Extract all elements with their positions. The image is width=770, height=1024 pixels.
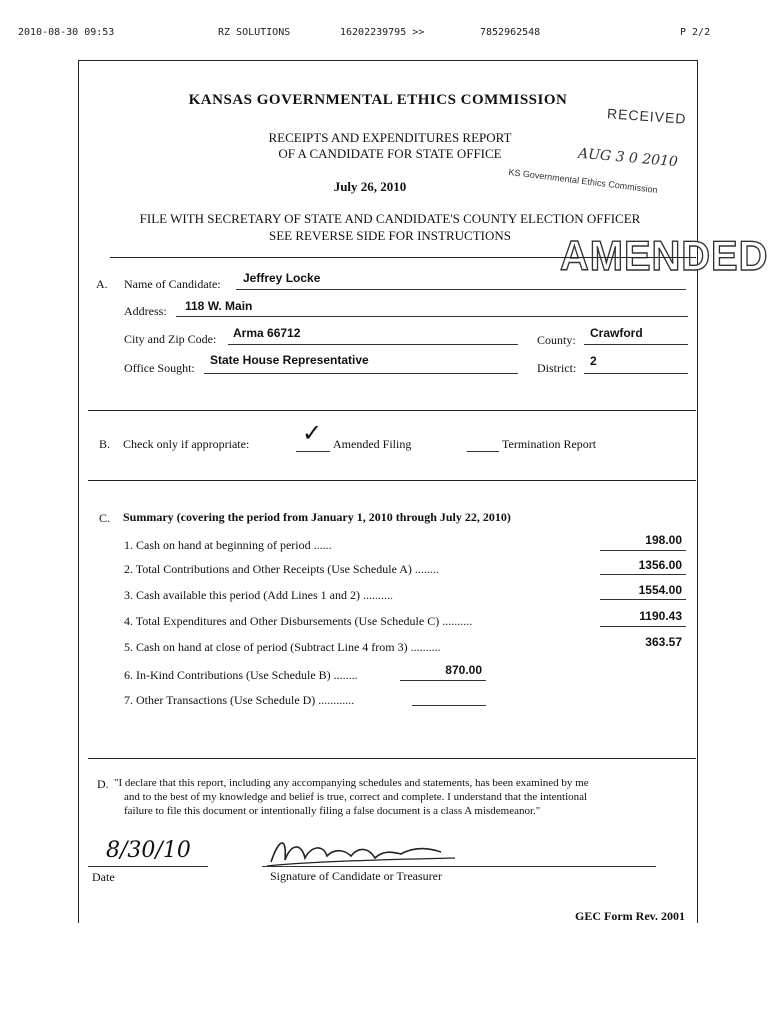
- date-label: Date: [92, 870, 115, 884]
- amended-stamp: AMENDED: [560, 232, 769, 279]
- handwritten-date: 8/30/10: [106, 838, 191, 863]
- signature-label: Signature of Candidate or Treasurer: [270, 869, 442, 883]
- received-stamp-date: AUG 3 0 2010: [577, 145, 679, 171]
- amended-filing-label: Amended Filing: [333, 437, 412, 451]
- date-line: [88, 866, 208, 867]
- check-appropriate-label: Check only if appropriate:: [123, 437, 250, 451]
- summary-line-3-label: 3. Cash available this period (Add Lines 1 and 2) ..........: [124, 588, 393, 602]
- amended-checkmark[interactable]: ✓: [302, 419, 323, 447]
- file-with-instruction: FILE WITH SECRETARY OF STATE AND CANDIDATE'S COUNTY ELECTION OFFICER: [139, 211, 641, 226]
- summary-title: Summary (covering the period from January 1, 2010 through July 22, 2010): [123, 510, 511, 524]
- address-value: 118 W. Main: [185, 299, 253, 313]
- address-label: Address:: [124, 304, 167, 318]
- termination-check-line: [467, 451, 499, 452]
- report-title-line2: OF A CANDIDATE FOR STATE OFFICE: [278, 146, 502, 161]
- summary-line-4-rule: [600, 626, 686, 627]
- district-label: District:: [537, 361, 577, 375]
- county-label: County:: [537, 333, 576, 347]
- report-title-line1: RECEIPTS AND EXPENDITURES REPORT: [268, 130, 512, 145]
- summary-line-2-rule: [600, 574, 686, 575]
- summary-line-5-amount: 363.57: [645, 635, 682, 649]
- candidate-name-value: Jeffrey Locke: [243, 271, 321, 285]
- city-zip-label: City and Zip Code:: [124, 332, 217, 346]
- report-date: July 26, 2010: [333, 179, 407, 194]
- other-transactions-rule: [412, 705, 486, 706]
- in-kind-label: 6. In-Kind Contributions (Use Schedule B) ........: [124, 668, 358, 682]
- declaration-line-2: and to the best of my knowledge and belief is true, correct and complete. I understand that the intentional: [124, 791, 588, 803]
- signature-line: [262, 866, 656, 867]
- summary-line-1-label: 1. Cash on hand at beginning of period ......: [124, 538, 332, 552]
- declaration-line-1: "I declare that this report, including any accompanying schedules and statements, has been examined by me: [114, 777, 589, 789]
- county-line: [584, 344, 688, 345]
- section-c-divider: [88, 480, 696, 481]
- section-a-letter: A.: [96, 277, 108, 291]
- amended-check-line: [296, 451, 330, 452]
- office-sought-value: State House Representative: [210, 353, 369, 367]
- district-line: [584, 373, 688, 374]
- fax-sender: RZ SOLUTIONS: [218, 27, 291, 38]
- reverse-side-note: SEE REVERSE SIDE FOR INSTRUCTIONS: [269, 228, 511, 243]
- summary-line-4-label: 4. Total Expenditures and Other Disbursements (Use Schedule C) ..........: [124, 614, 473, 628]
- candidate-name-line: [236, 289, 686, 290]
- section-d-divider: [88, 758, 696, 759]
- summary-line-5-label: 5. Cash on hand at close of period (Subtract Line 4 from 3) ..........: [124, 640, 441, 654]
- in-kind-rule: [400, 680, 486, 681]
- summary-line-2-amount: 1356.00: [638, 558, 682, 572]
- section-d-letter: D.: [97, 777, 109, 791]
- received-stamp-agency: KS Governmental Ethics Commission: [507, 166, 659, 196]
- termination-report-label: Termination Report: [502, 437, 597, 451]
- summary-line-3-rule: [600, 599, 686, 600]
- address-line: [176, 316, 688, 317]
- other-transactions-label: 7. Other Transactions (Use Schedule D) ............: [124, 693, 355, 707]
- city-zip-line: [228, 344, 518, 345]
- summary-line-1-rule: [600, 550, 686, 551]
- summary-line-2-label: 2. Total Contributions and Other Receipts (Use Schedule A) ........: [124, 562, 439, 576]
- fax-page: P 2/2: [680, 27, 711, 38]
- summary-line-3-amount: 1554.00: [638, 583, 682, 597]
- candidate-name-label: Name of Candidate:: [124, 277, 221, 291]
- office-sought-line: [204, 373, 518, 374]
- fax-to-number: 7852962548: [480, 27, 541, 38]
- section-a-divider: [110, 257, 696, 258]
- office-sought-label: Office Sought:: [124, 361, 195, 375]
- section-c-letter: C.: [99, 511, 111, 525]
- county-value: Crawford: [590, 326, 643, 340]
- fax-datetime: 2010-08-30 09:53: [18, 27, 115, 38]
- declaration-line-3: failure to file this document or intentionally filing a false document is a class A misdemeanor.": [124, 805, 541, 817]
- in-kind-amount: 870.00: [445, 663, 482, 677]
- section-b-letter: B.: [99, 437, 111, 451]
- fax-from-number: 16202239795 >>: [340, 27, 425, 38]
- summary-line-4-amount: 1190.43: [639, 609, 682, 623]
- form-revision: GEC Form Rev. 2001: [575, 909, 685, 923]
- section-b-divider: [88, 410, 696, 411]
- city-zip-value: Arma 66712: [233, 326, 301, 340]
- summary-line-1-amount: 198.00: [645, 533, 682, 547]
- commission-title: KANSAS GOVERNMENTAL ETHICS COMMISSION: [188, 92, 568, 108]
- received-stamp: RECEIVED: [606, 105, 688, 127]
- district-value: 2: [590, 354, 597, 368]
